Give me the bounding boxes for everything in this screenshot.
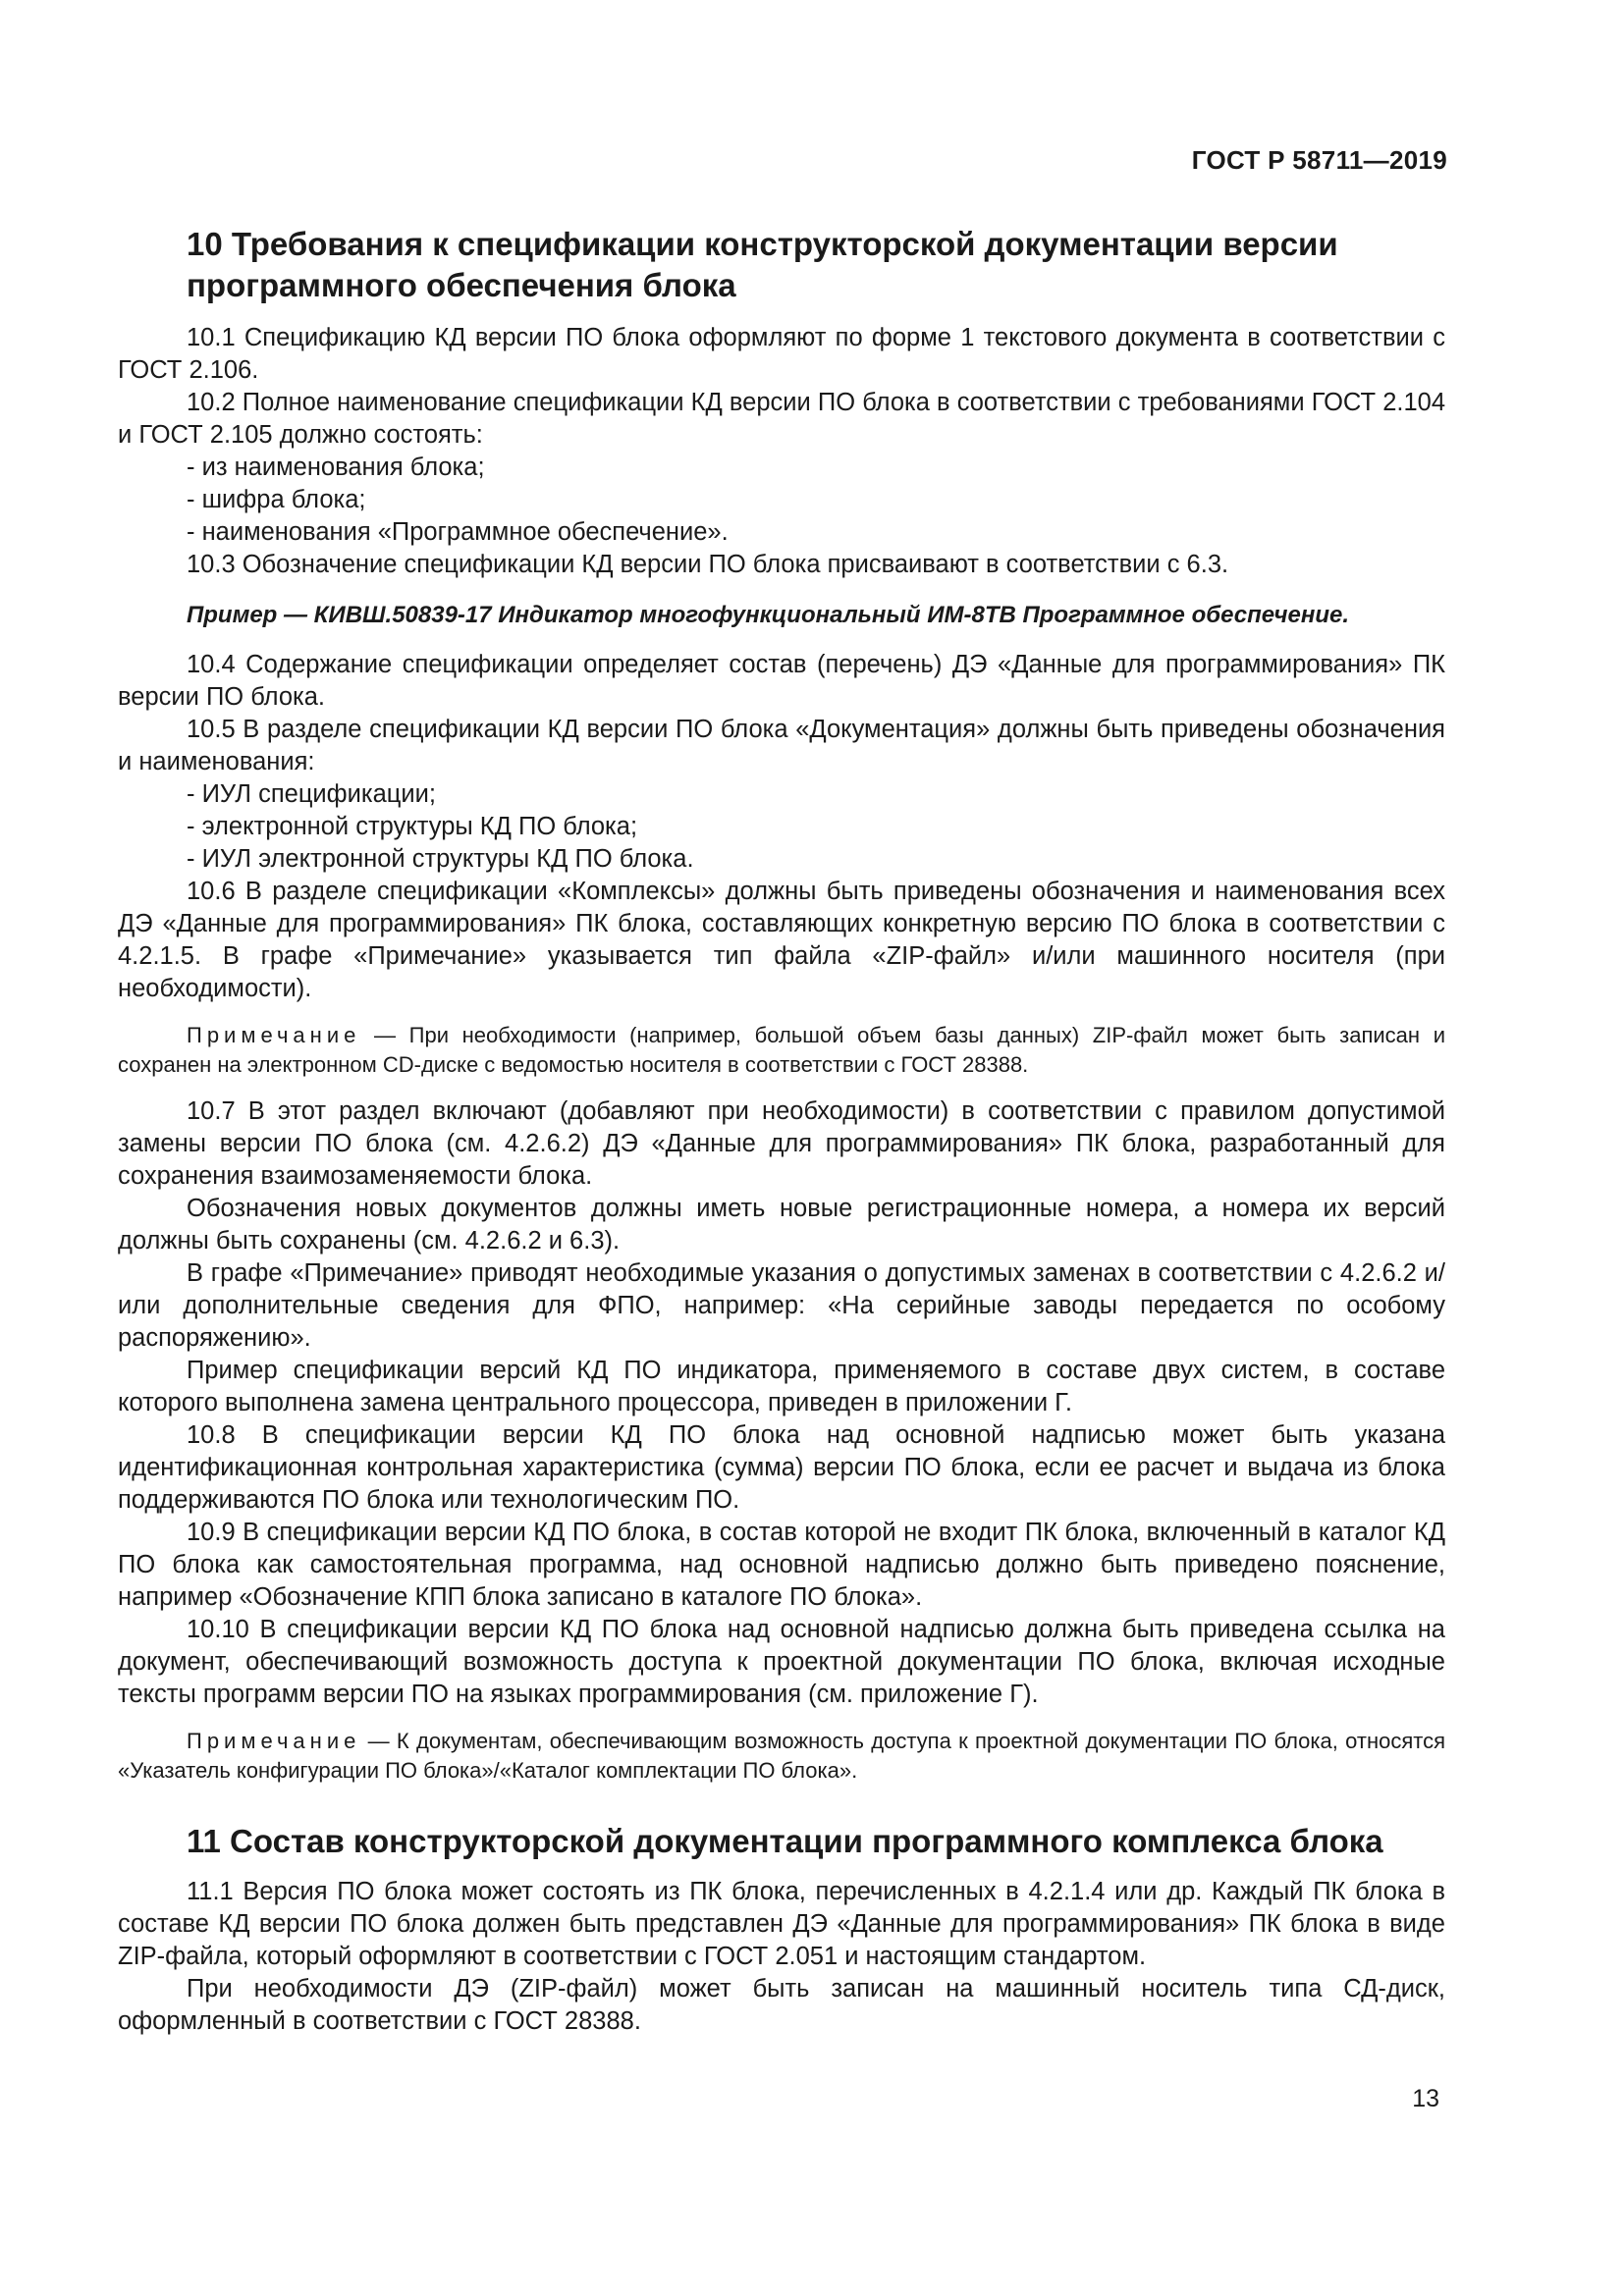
list-item: - из наименования блока; [187,454,485,481]
list-item: - электронной структуры КД ПО блока; [187,813,638,840]
note-2 [118,1727,1445,1786]
paragraph-10-7-d: Пример спецификации версий КД ПО индикатора, применяемого в составе двух систем, в составе которого выполнена замена центрального процессора, приведен в приложении Г. [118,1357,1445,1416]
paragraph-10-7-b: Обозначения новых документов должны иметь новые регистрационные номера, а номера их версий должны быть сохранены (см. 4.2.6.2 и 6.3). [118,1195,1445,1255]
paragraph-10-7: 10.7 В этот раздел включают (добавляют при необходимости) в соответствии с правилом допустимой замены версии ПО блока (см. 4.2.6.2) ДЭ «Данные для программирования» ПК блока, разработанный для сохранения взаимозаменяемости блока. [118,1097,1445,1190]
paragraph-10-5: 10.5 В разделе спецификации КД версии ПО блока «Документация» должны быть приведены обозначения и наименования: [118,716,1445,775]
list-item: - ИУЛ электронной структуры КД ПО блока. [187,845,694,873]
paragraph-10-10: 10.10 В спецификации версии КД ПО блока над основной надписью должна быть приведена ссылка на документ, обеспечивающий возможность доступа к проектной документации ПО блока, включая исходные тексты программ версии ПО на языках программирования (см. приложение Г). [118,1616,1445,1708]
document-code: ГОСТ Р 58711—2019 [1191,145,1447,175]
paragraph-10-3: 10.3 Обозначение спецификации КД версии ПО блока присваивают в соответствии с 6.3. [187,551,1229,578]
paragraph-10-6: 10.6 В разделе спецификации «Комплексы» должны быть приведены обозначения и наименования всех ДЭ «Данные для программирования» ПК блока, составляющих конкретную версию ПО блока в соответствии с 4.2.1.5. В графе «Примечание» указывается тип файла «ZIP-файл» и/или машинного носителя (при необходимости). [118,878,1445,1002]
paragraph-10-1: 10.1 Спецификацию КД версии ПО блока оформляют по форме 1 текстового документа в соответствии с ГОСТ 2.106. [118,324,1445,384]
section-11-title: 11 Состав конструкторской документации программного комплекса блока [187,1823,1383,1859]
example-text: Пример — КИВШ.50839-17 Индикатор многофункциональный ИМ-8ТВ Программное обеспечение. [187,602,1350,628]
note-label: Примечание [187,1729,361,1753]
list-item: - наименования «Программное обеспечение». [187,518,729,546]
list-item: - ИУЛ спецификации; [187,780,436,808]
page-number: 13 [1412,2085,1439,2112]
note-text: — При необходимости (например, большой объем базы данных) ZIP-файл может быть записан и сохранен на электронном CD-диске с ведомостью носителя в соответствии с ГОСТ 28388. [118,1023,1445,1077]
page-content [118,224,1445,2038]
note-1 [118,1021,1445,1080]
paragraph-10-4: 10.4 Содержание спецификации определяет состав (перечень) ДЭ «Данные для программирования» ПК версии ПО блока. [118,651,1445,711]
paragraph-10-9: 10.9 В спецификации версии КД ПО блока, в состав которой не входит ПК блока, включенный в каталог КД ПО блока как самостоятельная программа, над основной надписью должно быть приведено пояснение, например «Обозначение КПП блока записано в каталоге ПО блока». [118,1519,1445,1611]
paragraph-10-8: 10.8 В спецификации версии КД ПО блока над основной надписью может быть указана идентификационная контрольная характеристика (сумма) версии ПО блока, если ее расчет и выдача из блока поддерживаются ПО блока или технологическим ПО. [118,1421,1445,1514]
list-item: - шифра блока; [187,486,366,513]
section-10-title: 10 Требования к спецификации конструкторской документации версии программного обеспечения блока [187,226,1338,303]
note-text: — К документам, обеспечивающим возможность доступа к проектной документации ПО блока, относятся «Указатель конфигурации ПО блока»/«Каталог комплектации ПО блока». [118,1729,1445,1783]
paragraph-11-1: 11.1 Версия ПО блока может состоять из ПК блока, перечисленных в 4.2.1.4 или др. Каждый ПК блока в составе КД версии ПО блока должен быть представлен ДЭ «Данные для программирования» ПК блока в виде ZIP-файла, который оформляют в соответствии с ГОСТ 2.051 и настоящим стандартом. [118,1878,1445,1970]
note-label: Примечание [187,1023,361,1047]
paragraph-11-1-b: При необходимости ДЭ (ZIP-файл) может быть записан на машинный носитель типа СД-диск, оформленный в соответствии с ГОСТ 28388. [118,1975,1445,2035]
paragraph-10-7-c: В графе «Примечание» приводят необходимые указания о допустимых заменах в соответствии с 4.2.6.2 и/или дополнительные сведения для ФПО, например: «На серийные заводы передается по особому распоряжению». [118,1259,1445,1352]
paragraph-10-2: 10.2 Полное наименование спецификации КД версии ПО блока в соответствии с требованиями ГОСТ 2.104 и ГОСТ 2.105 должно состоять: [118,389,1445,449]
